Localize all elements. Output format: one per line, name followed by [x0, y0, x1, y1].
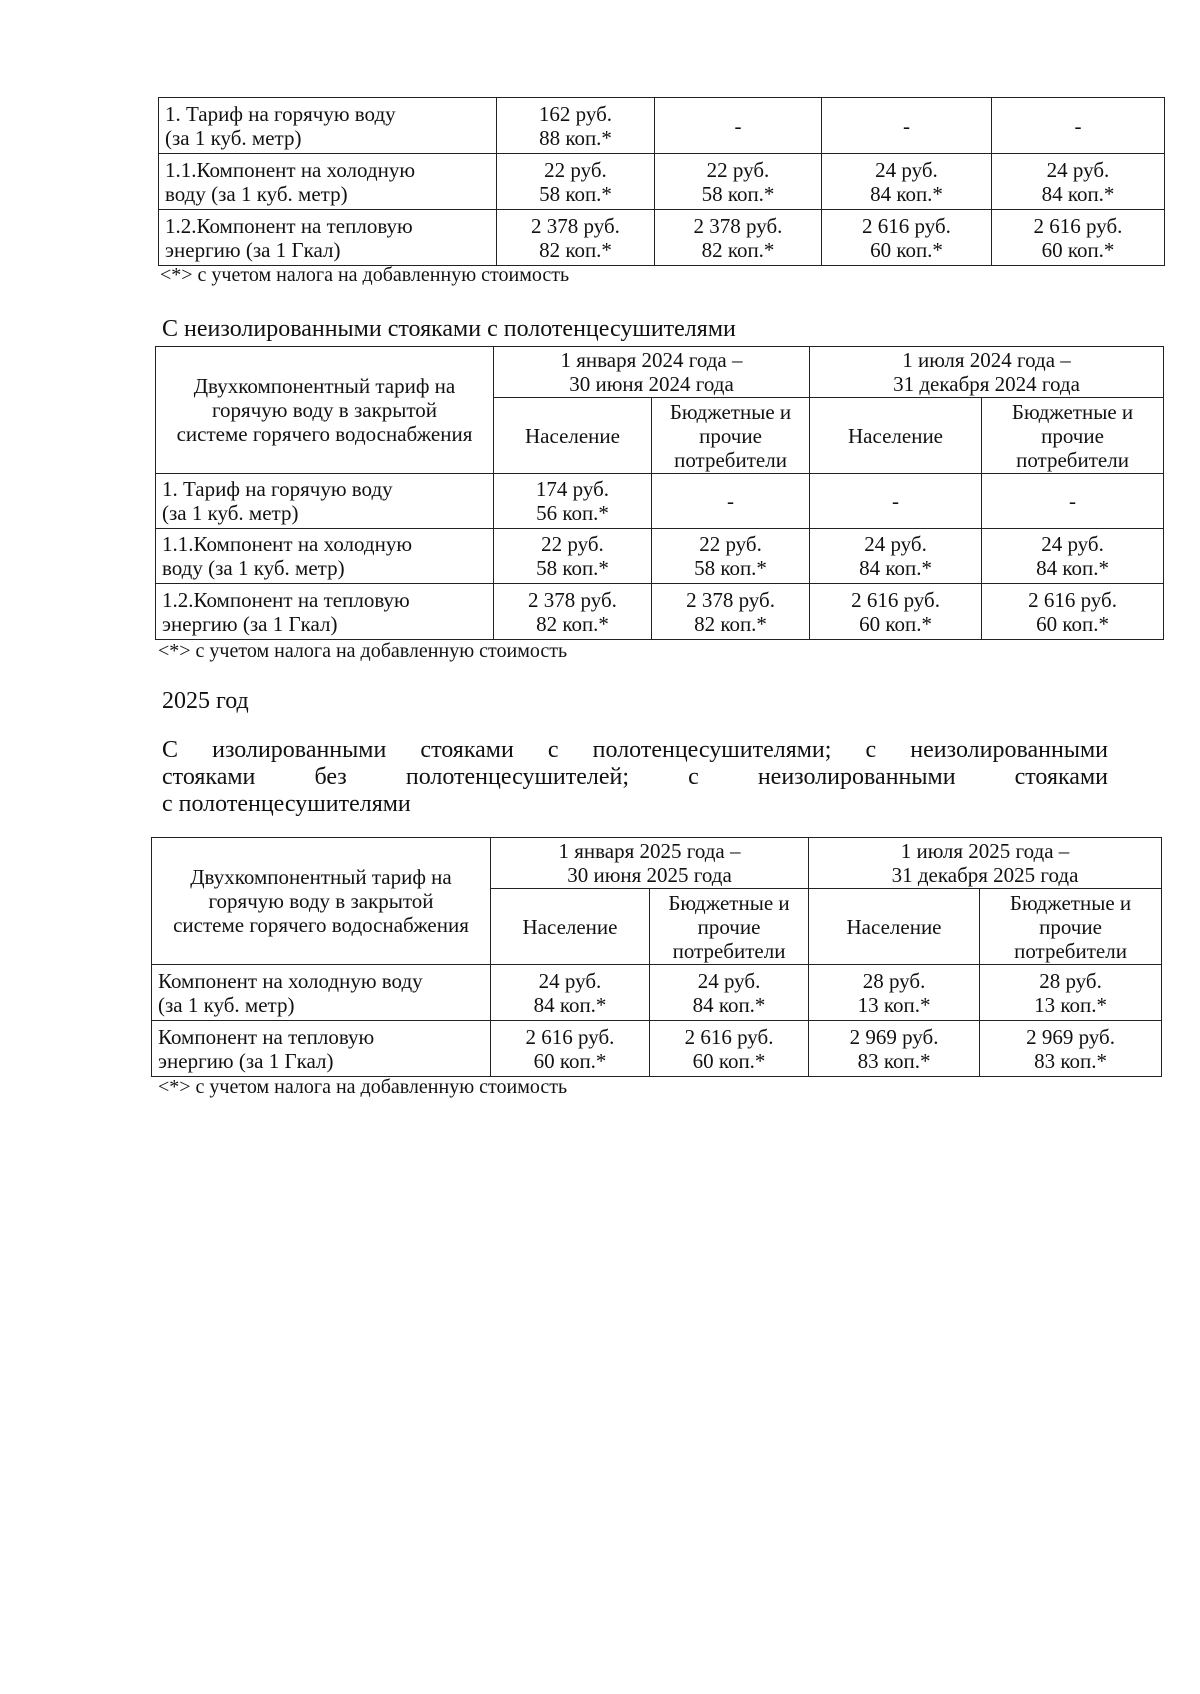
- tariff-cell: 2 969 руб. 83 коп.*: [980, 1021, 1162, 1077]
- table-row: [159, 98, 1165, 154]
- tariff-cell: 22 руб. 58 коп.*: [655, 154, 822, 210]
- tariff-cell: 24 руб. 84 коп.*: [650, 965, 809, 1021]
- tariff-cell: 2 616 руб. 60 коп.*: [982, 584, 1164, 640]
- column-header-population: Население: [491, 889, 650, 965]
- table-row: [156, 529, 1164, 584]
- tariff-cell: 24 руб. 84 коп.*: [982, 529, 1164, 584]
- column-header-budget: Бюджетные и прочие потребители: [650, 889, 809, 965]
- tariff-cell: 28 руб. 13 коп.*: [809, 965, 980, 1021]
- table-row: [152, 1021, 1162, 1077]
- period-header: 1 января 2025 года – 30 июня 2025 года: [491, 838, 809, 889]
- tariff-cell: 174 руб. 56 коп.*: [494, 474, 652, 529]
- tariff-cell: 2 378 руб. 82 коп.*: [494, 584, 652, 640]
- section-description: С изолированными стояками с полотенцесушителями; с неизолированными стояками без полотенцесушителей; с неизолированными стояками с полотенцесушителями: [162, 737, 1108, 817]
- row-label: 1. Тариф на горячую воду (за 1 куб. метр): [156, 474, 494, 529]
- tariff-cell: 22 руб. 58 коп.*: [652, 529, 810, 584]
- year-heading: 2025 год: [162, 688, 249, 714]
- row-label: Компонент на холодную воду (за 1 куб. метр): [152, 965, 491, 1021]
- table-row: [159, 154, 1165, 210]
- row-label: 1.1.Компонент на холодную воду (за 1 куб. метр): [156, 529, 494, 584]
- table-row: [152, 965, 1162, 1021]
- section-heading: С неизолированными стояками с полотенцесушителями: [162, 316, 736, 342]
- row-label: 1. Тариф на горячую воду (за 1 куб. метр): [159, 98, 497, 154]
- tariff-cell: -: [822, 98, 992, 154]
- tariff-cell: -: [655, 98, 822, 154]
- tariff-cell: 2 378 руб. 82 коп.*: [497, 210, 655, 266]
- header-label: Двухкомпонентный тариф на горячую воду в закрытой системе горячего водоснабжения: [152, 838, 491, 965]
- tariff-cell: 2 378 руб. 82 коп.*: [655, 210, 822, 266]
- table-row: [156, 474, 1164, 529]
- column-header-budget: Бюджетные и прочие потребители: [980, 889, 1162, 965]
- column-header-budget: Бюджетные и прочие потребители: [982, 398, 1164, 474]
- row-label: 1.2.Компонент на тепловую энергию (за 1 Гкал): [156, 584, 494, 640]
- table-row: [159, 210, 1165, 266]
- tariff-cell: 2 616 руб. 60 коп.*: [822, 210, 992, 266]
- tariff-cell: 24 руб. 84 коп.*: [992, 154, 1165, 210]
- tariff-cell: 2 616 руб. 60 коп.*: [992, 210, 1165, 266]
- vat-footnote: <*> с учетом налога на добавленную стоимость: [158, 640, 568, 662]
- tariff-cell: 22 руб. 58 коп.*: [497, 154, 655, 210]
- tariff-cell: 24 руб. 84 коп.*: [810, 529, 982, 584]
- tariff-cell: 162 руб. 88 коп.*: [497, 98, 655, 154]
- tariff-cell: 28 руб. 13 коп.*: [980, 965, 1162, 1021]
- row-label: 1.1.Компонент на холодную воду (за 1 куб. метр): [159, 154, 497, 210]
- period-header: 1 июля 2024 года – 31 декабря 2024 года: [810, 347, 1164, 398]
- tariff-cell: 2 378 руб. 82 коп.*: [652, 584, 810, 640]
- tariff-cell: -: [652, 474, 810, 529]
- tariff-cell: 22 руб. 58 коп.*: [494, 529, 652, 584]
- tariff-table-2024-uninsulated-towel-dryers: [155, 346, 1164, 640]
- tariff-cell: -: [810, 474, 982, 529]
- period-header: 1 января 2024 года – 30 июня 2024 года: [494, 347, 810, 398]
- table-row: [156, 584, 1164, 640]
- tariff-cell: 2 969 руб. 83 коп.*: [809, 1021, 980, 1077]
- column-header-population: Население: [809, 889, 980, 965]
- column-header-population: Население: [810, 398, 982, 474]
- tariff-cell: 2 616 руб. 60 коп.*: [491, 1021, 650, 1077]
- header-label: Двухкомпонентный тариф на горячую воду в закрытой системе горячего водоснабжения: [156, 347, 494, 474]
- tariff-cell: 24 руб. 84 коп.*: [491, 965, 650, 1021]
- vat-footnote: <*> с учетом налога на добавленную стоимость: [158, 1076, 568, 1098]
- table-header-row: [152, 838, 1162, 889]
- tariff-cell: -: [992, 98, 1165, 154]
- tariff-cell: 24 руб. 84 коп.*: [822, 154, 992, 210]
- column-header-population: Население: [494, 398, 652, 474]
- tariff-cell: 2 616 руб. 60 коп.*: [810, 584, 982, 640]
- column-header-budget: Бюджетные и прочие потребители: [652, 398, 810, 474]
- table-header-row: [156, 347, 1164, 398]
- row-label: Компонент на тепловую энергию (за 1 Гкал): [152, 1021, 491, 1077]
- vat-footnote: <*> с учетом налога на добавленную стоимость: [160, 264, 570, 286]
- tariff-cell: 2 616 руб. 60 коп.*: [650, 1021, 809, 1077]
- tariff-cell: -: [982, 474, 1164, 529]
- row-label: 1.2.Компонент на тепловую энергию (за 1 Гкал): [159, 210, 497, 266]
- tariff-table-2025: [151, 837, 1162, 1077]
- period-header: 1 июля 2025 года – 31 декабря 2025 года: [809, 838, 1162, 889]
- tariff-table-2024-insulated-continued: [158, 97, 1165, 266]
